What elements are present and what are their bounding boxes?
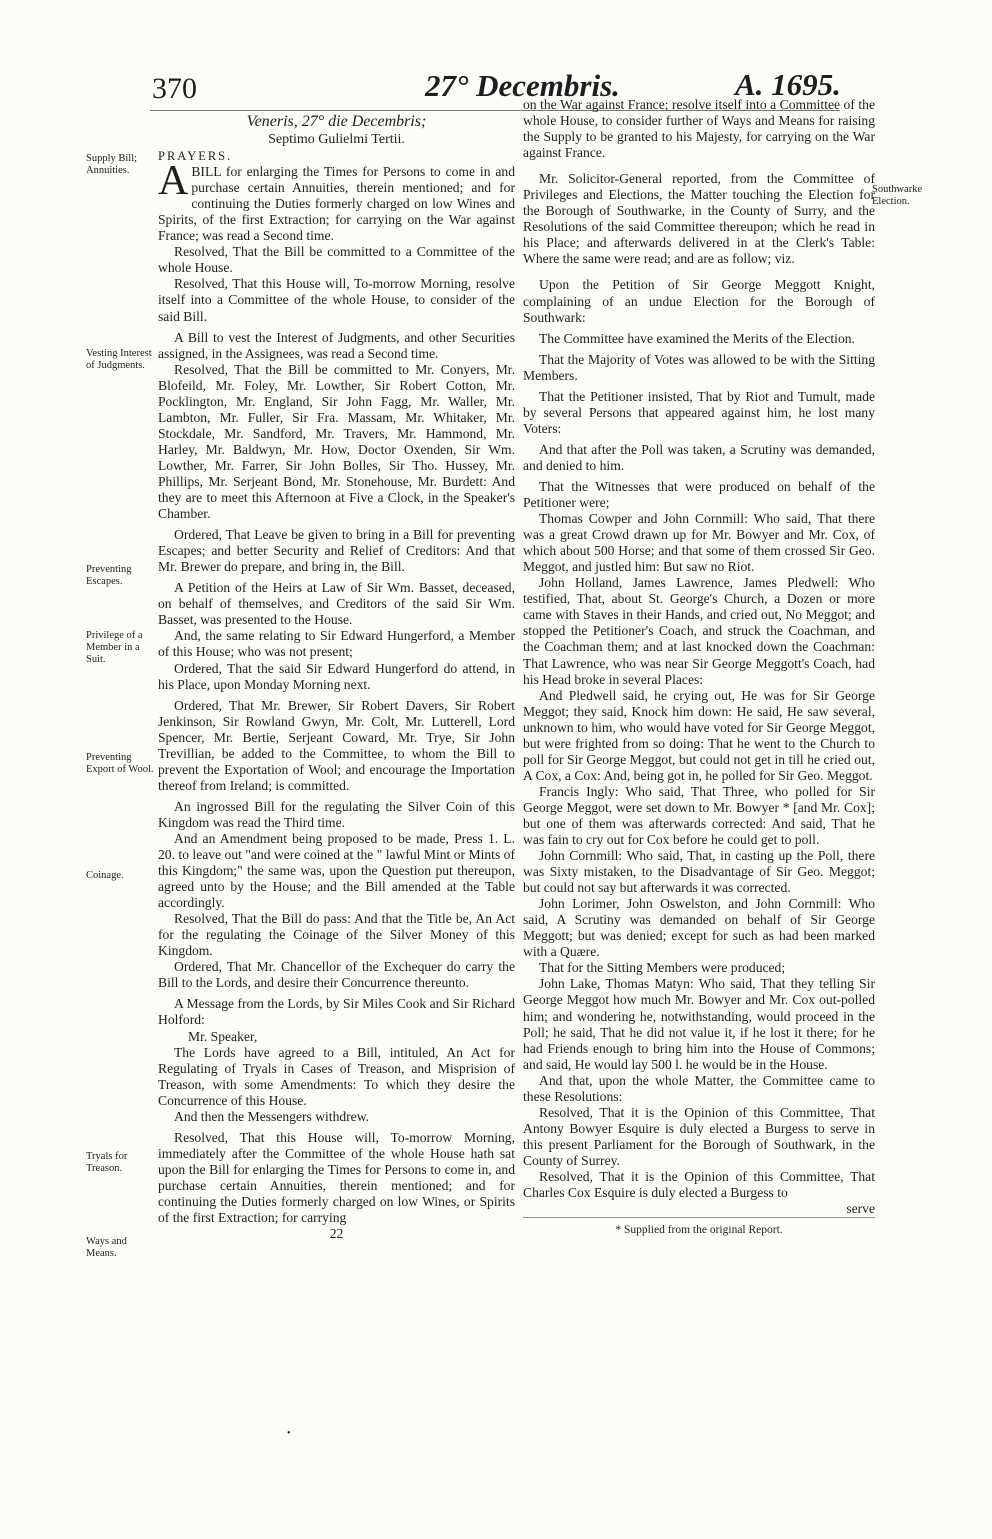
report-paragraph: That the Petitioner insisted, That by Riot and Tumult, made by several Persons that appeared against him, he lost many Voters:	[523, 388, 875, 436]
title-resolution-paragraph: Resolved, That the Bill do pass: And that the Title be, An Act for the regulating the Coinage of the Silver Money of this Kingdom.	[158, 911, 515, 959]
supply-bill-paragraph: ABILL for enlarging the Times for Persons to come in and purchase certain Annuities, therein mentioned; and for continuing the Duties formerly charged on low Wines and Spirits, of the first Extraction; for carrying on the War against France; was read a Second time.	[158, 158, 515, 244]
resolution-paragraph: Resolved, That it is the Opinion of this Committee, That Antony Bowyer Esquire is duly elected a Burgess to serve in this present Parliament for the Borough of Southwark, in the County of Surrey.	[523, 1104, 875, 1168]
margin-note-privilege: Privilege of a Member in a Suit.	[86, 630, 143, 665]
resolution-paragraph: Resolved, That this House will, To-morrow Morning, resolve itself into a Committee of the whole House, to consider of the said Bill.	[158, 276, 515, 324]
signature-mark: 22	[329, 1226, 344, 1242]
report-paragraph: That the Witnesses that were produced on behalf of the Petitioner were;	[523, 478, 875, 511]
witness-paragraph: John Lake, Thomas Matyn: Who said, That they telling Sir George Meggot how much Mr. Bowyer and Mr. Cox out-polled him; and wondering he, notwithstanding, would proceed in the Poll; he said, That he did not value it, if he lost it there; for he had Friends enough to bring him into the House of Commons; and said, He would lay 500 l. he would be in the House.	[523, 976, 875, 1072]
right-column	[523, 97, 875, 1238]
witness-paragraph: John Holland, James Lawrence, James Pledwell: Who testified, That, about St. George's Church, a Dozen or more came with Staves in their Hands, and cried out, No Meggot; and stopped the Petitioner's Coach, and struck the Coachman, and the Coachman them; and at last knocked down the Coachman: That Lawrence, who was near Sir George Meggott's Coach, had his Head broke in several Places:	[523, 575, 875, 687]
left-column	[158, 112, 515, 1242]
hungerford-paragraph: And, the same relating to Sir Edward Hungerford, a Member of this House; who was not present;	[158, 628, 515, 660]
running-year: A. 1695.	[735, 67, 841, 102]
resolution-paragraph: Resolved, That it is the Opinion of this Committee, That Charles Cox Esquire is duly elected a Burgess to	[523, 1169, 875, 1201]
escapes-order-paragraph: Ordered, That Leave be given to bring in a Bill for preventing Escapes; and better Security and Relief of Creditors: And that Mr. Brewer do prepare, and bring in, the Bill.	[158, 527, 515, 575]
petition-heading: Upon the Petition of Sir George Meggott Knight, complaining of an undue Election for the Borough of Southwark:	[523, 277, 875, 325]
margin-note-southwarke: Southwarke Election.	[872, 184, 923, 207]
exchequer-order-paragraph: Ordered, That Mr. Chancellor of the Exchequer do carry the Bill to the Lords, and desire their Concurrence thereunto.	[158, 959, 515, 991]
margin-note-escapes: Preventing Escapes.	[86, 564, 132, 587]
footnote: * Supplied from the original Report.	[523, 1217, 875, 1238]
margin-note-treason: Tryals for Treason.	[86, 1151, 128, 1174]
ways-means-paragraph: Resolved, That this House will, To-morrow Morning, immediately after the Committee of the whole House hath sat upon the Bill for enlarging the Times for Persons to come in, and purchase certain Annuities, therein mentioned; and for continuing the Duties formerly charged on low Wines, or Spirits of the first Extraction; for carrying	[158, 1129, 515, 1226]
report-paragraph: The Committee have examined the Merits of the Election.	[539, 330, 855, 346]
regnal-heading: Septimo Gulielmi Tertii.	[268, 132, 405, 147]
witness-paragraph: John Cornmill: Who said, That, in casting up the Poll, there was Sixty mistaken, to the Disadvantage of Sir Geo. Meggot; but could not say but afterwards it was corrected.	[523, 848, 875, 896]
margin-note-supply: Supply Bill; Annuities.	[86, 153, 138, 176]
drop-cap: A	[158, 158, 189, 205]
amendment-paragraph: And an Amendment being proposed to be made, Press 1. L. 20. to leave out "and were coined at the " lawful Mint or Mints of this Kingdom;" the same was, upon the Question put thereupon, agreed unto by the House; and the Bill amended at the Table accordingly.	[158, 830, 515, 911]
running-date: 27° Decembris.	[425, 68, 620, 103]
withdrew-paragraph: And then the Messengers withdrew.	[174, 1108, 370, 1124]
continuation-paragraph: on the War against France; resolve itself into a Committee of the whole House, to consider further of Ways and Means for raising the Supply to be granted to his Majesty, for carrying on the War against France.	[523, 97, 875, 161]
committee-list-paragraph: Resolved, That the Bill be committed to Mr. Conyers, Mr. Blofeild, Mr. Foley, Mr. Lowther, Sir Robert Cotton, Mr. Pocklington, Mr. England, Sir John Fagg, Mr. Waller, Mr. Lambton, Mr. Fuller, Sir Fra. Massam, Mr. Whitaker, Mr. Stockdale, Mr. Sandford, Mr. Travers, Mr. Hammond, Mr. Harley, Mr. Baldwyn, Mr. How, Doctor Oxenden, Sir Wm. Lowther, Mr. Farrer, Sir John Bolles, Sir Tho. Hussey, Mr. Phillips, Mr. Serjeant Bond, Mr. Stonehouse, Mr. Burdett: And they are to meet this Afternoon at Five a Clock, in the Speaker's Chamber.	[158, 361, 515, 522]
report-paragraph: That for the Sitting Members were produced;	[539, 960, 786, 976]
solicitor-report-paragraph: Mr. Solicitor-General reported, from the Committee of Privileges and Elections, the Matter touching the Election for the Borough of Southwarke, in the County of Surry, and the Resolutions of the said Committee thereupon; which he read in his Place; and afterwards delivered in at the Clerk's Table: Where the same were read; and are as follow; viz.	[523, 171, 875, 267]
prayers-heading: PRAYERS.	[158, 149, 233, 164]
coinage-bill-paragraph: An ingrossed Bill for the regulating the Silver Coin of this Kingdom was read the Third time.	[158, 798, 515, 830]
witness-paragraph: And Pledwell said, he crying out, He was for Sir George Meggot; they said, Knock him down: He said, He saw several, unknown to him, who would have voted for Sir George Meggot, but were frighted from so doing: That he went to the Church to poll for Sir George Meggot, but could not get in till he cried out, A Cox, a Cox: And, being got in, he polled for Sir Geo. Meggot.	[523, 687, 875, 783]
lords-message-paragraph: A Message from the Lords, by Sir Miles Cook and Sir Richard Holford:	[158, 996, 515, 1028]
report-paragraph: That the Majority of Votes was allowed to be with the Sitting Members.	[523, 351, 875, 383]
catchword: serve	[846, 1201, 875, 1217]
day-heading: Veneris, 27° die Decembris;	[246, 113, 427, 130]
margin-note-vesting: Vesting Interest of Judgments.	[86, 348, 152, 371]
witness-paragraph: Francis Ingly: Who said, That Three, who polled for Sir George Meggot, were set down to Mr. Bowyer * [and Mr. Cox]; but one of them was afterwards corrected: And said, That he was fain to cry out for Cox before he could get to poll.	[523, 783, 875, 848]
page-number: 370	[152, 72, 197, 105]
margin-note-ways: Ways and Means.	[86, 1236, 127, 1259]
petition-paragraph: A Petition of the Heirs at Law of Sir Wm. Basset, deceased, on behalf of themselves, and Creditors of the said Sir Wm. Basset, was presented to the House.	[158, 580, 515, 628]
speaker-address: Mr. Speaker,	[188, 1028, 258, 1044]
report-paragraph: And that, upon the whole Matter, the Committee came to these Resolutions:	[523, 1072, 875, 1104]
treason-bill-paragraph: The Lords have agreed to a Bill, intituled, An Act for Regulating of Tryals in Cases of Treason, and Misprision of Treason, with some Amendments: To which they desire the Concurrence of this House.	[158, 1044, 515, 1108]
witness-paragraph: Thomas Cowper and John Cornmill: Who said, That there was a great Crowd drawn up for Mr. Bowyer and Mr. Cox, of which about 500 Horse; and that some of them crossed Sir Geo. Meggot, and justled him: But saw no Riot.	[523, 511, 875, 575]
resolution-paragraph: Resolved, That the Bill be committed to a Committee of the whole House.	[158, 244, 515, 276]
wool-order-paragraph: Ordered, That Mr. Brewer, Sir Robert Davers, Sir Robert Jenkinson, Sir Rowland Gwyn, Mr. Colt, Mr. Lutterell, Lord Spencer, Mr. Bertie, Serjeant Coward, Mr. Trye, Sir John Trevillian, be added to the Committee, to whom the Bill to prevent the Exportation of Wool; and encourage the Importation thereof from Ireland; is committed.	[158, 697, 515, 793]
hungerford-order-paragraph: Ordered, That the said Sir Edward Hungerford do attend, in his Place, upon Monday Morning next.	[158, 660, 515, 692]
vesting-bill-paragraph: A Bill to vest the Interest of Judgments, and other Securities assigned, in the Assignees, was read a Second time.	[158, 329, 515, 361]
stray-mark: •	[287, 1428, 291, 1439]
margin-note-wool: Preventing Export of Wool.	[86, 752, 154, 775]
witness-paragraph: John Lorimer, John Oswelston, and John Cornmill: Who said, A Scrutiny was demanded on behalf of Sir George Meggott; but was denied; except for such as had been marked with a Quære.	[523, 896, 875, 960]
margin-note-coinage: Coinage.	[86, 870, 124, 881]
report-paragraph: And that after the Poll was taken, a Scrutiny was demanded, and denied to him.	[523, 441, 875, 473]
